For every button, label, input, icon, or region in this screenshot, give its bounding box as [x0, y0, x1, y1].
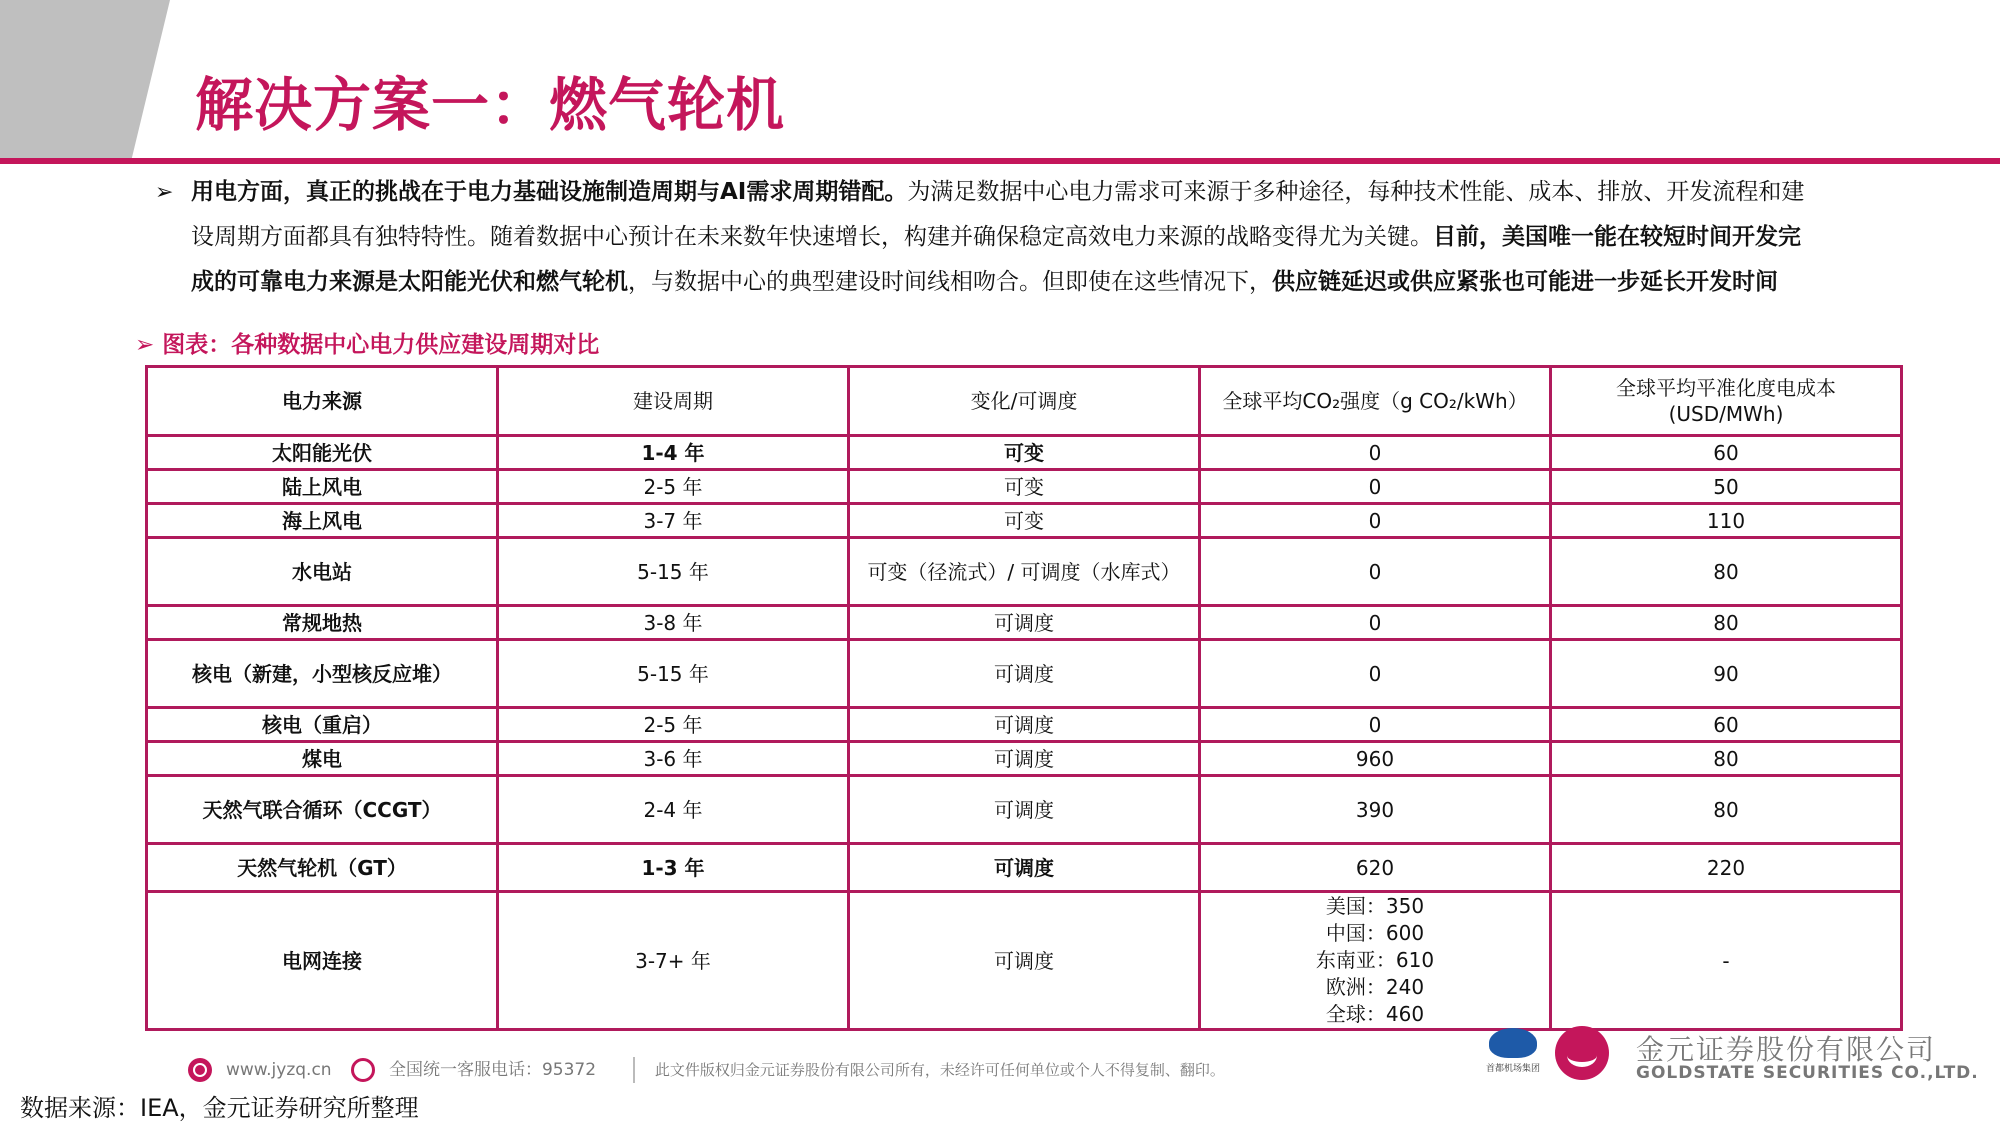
cell-dispatch: 可调度 [849, 742, 1200, 776]
company-name-en: GOLDSTATE SECURITIES CO.,LTD. [1636, 1063, 1979, 1083]
table-row [147, 640, 1902, 708]
cell-dispatch: 可变 [849, 504, 1200, 538]
cell-cost: 80 [1551, 742, 1902, 776]
co2-region-line: 美国：350 [1325, 894, 1425, 918]
cell-cost: 60 [1551, 436, 1902, 470]
cell-dispatch: 可调度 [849, 606, 1200, 640]
header-cost: 全球平均平准化度电成本 (USD/MWh) [1551, 367, 1902, 436]
cell-dispatch: 可调度 [849, 892, 1200, 1030]
data-source-note: 数据来源：IEA，金元证券研究所整理 [20, 1094, 419, 1122]
goldstate-logo-icon [1555, 1026, 1609, 1080]
cell-co2: 0 [1200, 436, 1551, 470]
bullet-arrow-icon: ➢ [155, 180, 174, 205]
intro-bold-2: 目前，美国唯一能在较短时间开发完 [1433, 224, 1801, 250]
chart-caption: ➢ 图表：各种数据中心电力供应建设周期对比 [135, 332, 600, 358]
cell-cost: 90 [1551, 640, 1902, 708]
cell-period: 1-3 年 [498, 844, 849, 892]
co2-region-line: 东南亚：610 [1315, 948, 1435, 972]
cell-period: 5-15 年 [498, 640, 849, 708]
intro-text-1: 为满足数据中心电力需求可来源于多种途径，每种技术性能、成本、排放、开发流程和建 [907, 179, 1805, 205]
cell-dispatch: 可调度 [849, 844, 1200, 892]
cell-cost: - [1551, 892, 1902, 1030]
intro-bold-4: 供应链延迟或供应紧张也可能进一步延长开发时间 [1272, 269, 1778, 295]
cell-source: 核电（重启） [147, 708, 498, 742]
header-dispatch: 变化/可调度 [849, 367, 1200, 436]
intro-text-3: ，与数据中心的典型建设时间线相吻合。但即使在这些情况下， [628, 269, 1272, 295]
cell-co2: 390 [1200, 776, 1551, 844]
cell-co2: 0 [1200, 606, 1551, 640]
cell-source: 煤电 [147, 742, 498, 776]
cell-source: 太阳能光伏 [147, 436, 498, 470]
page-title: 解决方案一：燃气轮机 [195, 71, 786, 139]
table-row [147, 606, 1902, 640]
table-row [147, 538, 1902, 606]
intro-bold-3: 成的可靠电力来源是太阳能光伏和燃气轮机 [191, 269, 628, 295]
co2-region-line: 全球：460 [1325, 1002, 1425, 1026]
cell-source: 陆上风电 [147, 470, 498, 504]
table-row [147, 892, 1902, 1030]
cell-dispatch: 可调度 [849, 776, 1200, 844]
cell-co2: 0 [1200, 708, 1551, 742]
cell-cost: 80 [1551, 776, 1902, 844]
footer-website[interactable]: www.jyzq.cn [226, 1060, 332, 1080]
cell-period: 3-7 年 [498, 504, 849, 538]
cell-period: 2-5 年 [498, 470, 849, 504]
cell-period: 3-7+ 年 [498, 892, 849, 1030]
cell-co2: 620 [1200, 844, 1551, 892]
cell-source: 天然气联合循环（CCGT） [147, 776, 498, 844]
footer-hotline: 全国统一客服电话：95372 [388, 1060, 597, 1080]
table-row [147, 504, 1902, 538]
phone-icon [351, 1058, 375, 1082]
cell-co2: 0 [1200, 640, 1551, 708]
cell-source: 海上风电 [147, 504, 498, 538]
cell-dispatch: 可变（径流式）/ 可调度（水库式） [849, 538, 1200, 606]
cell-dispatch: 可调度 [849, 708, 1200, 742]
table-row [147, 708, 1902, 742]
intro-text-2: 设周期方面都具有独特特性。随着数据中心预计在未来数年快速增长，构建并确保稳定高效电力来源的战略变得尤为关键。 [191, 224, 1433, 250]
cell-dispatch: 可调度 [849, 640, 1200, 708]
co2-region-line: 欧洲：240 [1325, 975, 1425, 999]
cell-period: 1-4 年 [498, 436, 849, 470]
cell-cost: 50 [1551, 470, 1902, 504]
header-period: 建设周期 [498, 367, 849, 436]
intro-paragraph [155, 170, 1965, 305]
footer-separator [633, 1057, 635, 1083]
cell-co2: 960 [1200, 742, 1551, 776]
airport-logo-text: 首都机场集团 [1485, 1064, 1540, 1074]
header-divider [0, 158, 2000, 164]
header-gray-block [0, 0, 170, 162]
company-name-cn: 金元证券股份有限公司 [1636, 1033, 1937, 1066]
power-supply-table [145, 365, 1903, 1031]
airport-group-logo [1483, 1028, 1543, 1078]
table-row [147, 776, 1902, 844]
cell-source: 水电站 [147, 538, 498, 606]
header-co2: 全球平均CO₂强度（g CO₂/kWh） [1200, 367, 1551, 436]
cell-cost: 110 [1551, 504, 1902, 538]
cell-co2: 0 [1200, 538, 1551, 606]
cell-co2: 0 [1200, 504, 1551, 538]
cell-cost: 80 [1551, 538, 1902, 606]
cell-period: 3-8 年 [498, 606, 849, 640]
cell-source: 天然气轮机（GT） [147, 844, 498, 892]
table-row [147, 844, 1902, 892]
footer-bar [188, 1055, 1239, 1083]
footer-notice: 此文件版权归金元证券股份有限公司所有，未经许可任何单位或个人不得复制、翻印。 [654, 1061, 1225, 1079]
cell-cost: 80 [1551, 606, 1902, 640]
cell-period: 2-4 年 [498, 776, 849, 844]
cell-dispatch: 可变 [849, 436, 1200, 470]
cell-co2: 0 [1200, 470, 1551, 504]
cell-source: 电网连接 [147, 892, 498, 1030]
cell-period: 3-6 年 [498, 742, 849, 776]
cell-source: 常规地热 [147, 606, 498, 640]
cell-cost: 220 [1551, 844, 1902, 892]
co2-region-line: 中国：600 [1325, 921, 1425, 945]
cell-source: 核电（新建，小型核反应堆） [147, 640, 498, 708]
table-header-row [147, 367, 1902, 436]
globe-icon [188, 1058, 212, 1082]
intro-bold-1: 用电方面，真正的挑战在于电力基础设施制造周期与AI需求周期错配。 [191, 179, 908, 205]
cell-co2-regions [1200, 892, 1551, 1030]
cell-dispatch: 可变 [849, 470, 1200, 504]
header-source: 电力来源 [147, 367, 498, 436]
cell-period: 5-15 年 [498, 538, 849, 606]
table-row [147, 470, 1902, 504]
table-row [147, 742, 1902, 776]
airport-logo-icon [1489, 1028, 1537, 1058]
cell-cost: 60 [1551, 708, 1902, 742]
table-row [147, 436, 1902, 470]
cell-period: 2-5 年 [498, 708, 849, 742]
